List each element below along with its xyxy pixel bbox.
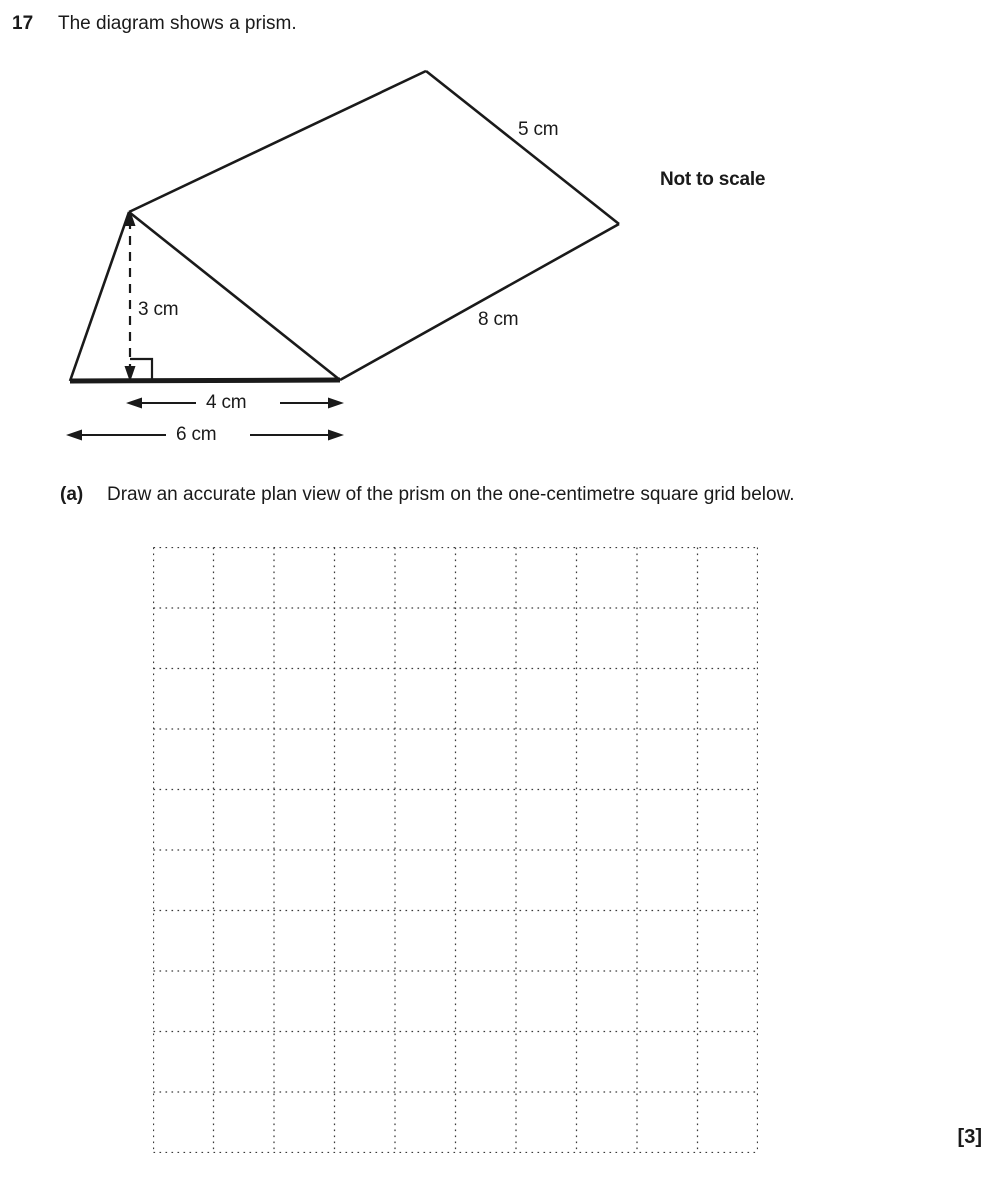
base-line xyxy=(70,380,340,381)
label-slant-5cm: 5 cm xyxy=(518,119,559,140)
prism-diagram xyxy=(0,50,1000,460)
bottom-right-edge xyxy=(340,224,619,380)
answer-grid[interactable] xyxy=(153,547,758,1153)
part-a xyxy=(60,484,795,506)
question-number: 17 xyxy=(12,13,34,34)
ridge-edge xyxy=(129,71,426,212)
label-height: 3 cm xyxy=(138,299,179,320)
triangle-right-edge xyxy=(129,212,340,380)
label-length-8cm: 8 cm xyxy=(478,309,519,330)
back-slant-edge xyxy=(426,71,619,224)
grid-lines xyxy=(154,548,758,1153)
triangle-left-edge xyxy=(70,212,129,381)
question-stem: The diagram shows a prism. xyxy=(58,13,297,34)
part-a-letter: (a) xyxy=(60,484,84,505)
not-to-scale-note: Not to scale xyxy=(660,169,766,190)
height-dimension xyxy=(125,210,136,382)
question-header xyxy=(12,13,297,35)
part-a-text: Draw an accurate plan view of the prism on the one-centimetre square grid below. xyxy=(107,484,795,505)
prism-svg xyxy=(0,50,1000,460)
marks-allocation: [3] xyxy=(957,1126,982,1148)
label-base-6cm: 6 cm xyxy=(176,424,217,445)
label-base-4cm: 4 cm xyxy=(206,392,247,413)
answer-grid-svg[interactable] xyxy=(153,547,758,1153)
